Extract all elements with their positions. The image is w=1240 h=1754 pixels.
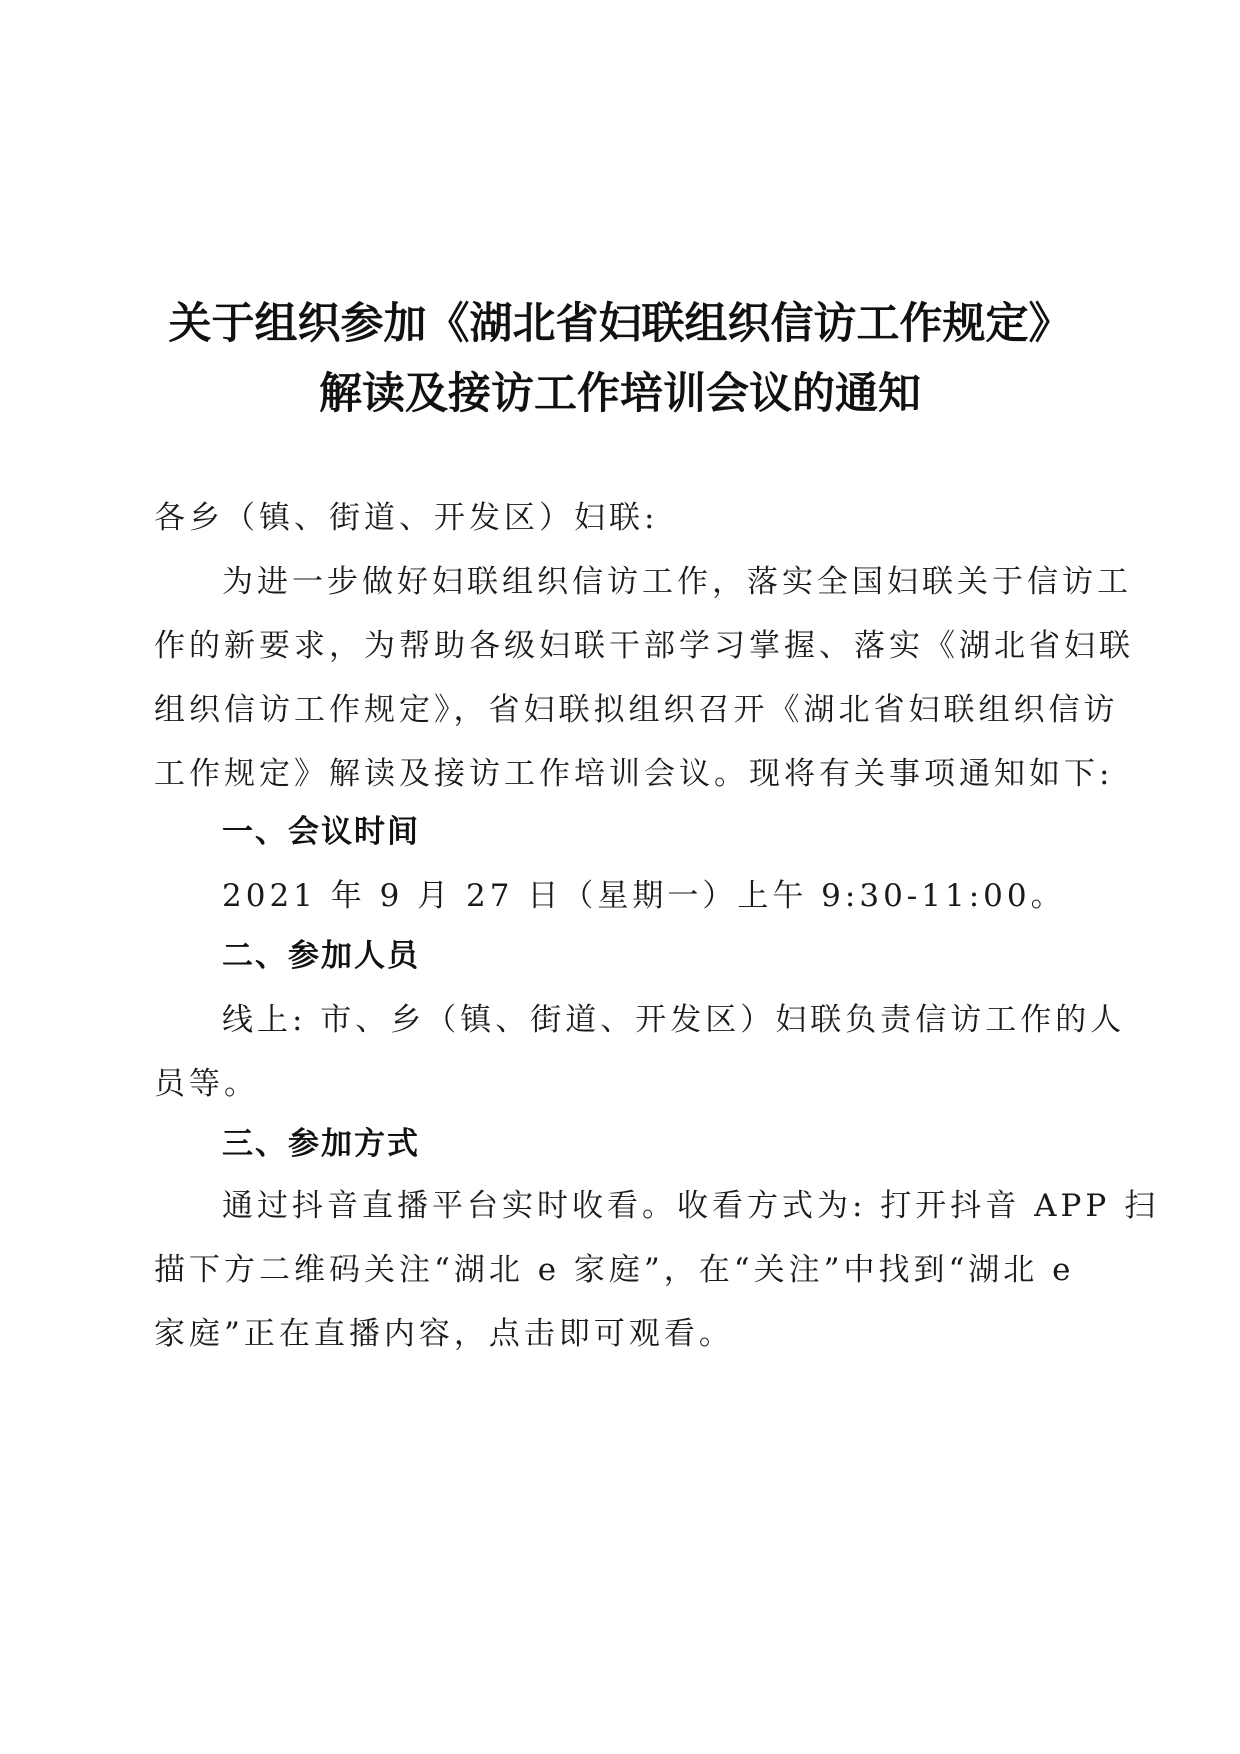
- salutation: 各乡（镇、街道、开发区）妇联:: [154, 500, 659, 536]
- section-3-line-2: 描下方二维码关注“湖北 e 家庭”，在“关注”中找到“湖北 e: [154, 1252, 1075, 1288]
- section-3-heading: 三、参加方式: [222, 1126, 420, 1162]
- notice-title-line-1: 关于组织参加《湖北省妇联组织信访工作规定》: [168, 299, 1072, 349]
- section-3-line-1: 通过抖音直播平台实时收看。收看方式为: 打开抖音 APP 扫: [222, 1188, 1160, 1224]
- section-1-heading: 一、会议时间: [222, 814, 420, 850]
- section-2-heading: 二、参加人员: [222, 938, 420, 974]
- section-2-line-2: 员等。: [154, 1066, 259, 1102]
- intro-line-4: 工作规定》解读及接访工作培训会议。现将有关事项通知如下:: [154, 756, 1114, 792]
- intro-line-2: 作的新要求，为帮助各级妇联干部学习掌握、落实《湖北省妇联: [154, 628, 1134, 664]
- section-3-line-3: 家庭”正在直播内容，点击即可观看。: [154, 1316, 734, 1352]
- section-2-line-1: 线上: 市、乡（镇、街道、开发区）妇联负责信访工作的人: [222, 1002, 1126, 1038]
- intro-line-3: 组织信访工作规定》，省妇联拟组织召开《湖北省妇联组织信访: [154, 692, 1119, 728]
- section-1-line-1: 2021 年 9 月 27 日（星期一）上午 9:30-11:00。: [222, 878, 1066, 914]
- notice-title-line-2: 解读及接访工作培训会议的通知: [319, 369, 921, 419]
- intro-line-1: 为进一步做好妇联组织信访工作，落实全国妇联关于信访工: [222, 564, 1132, 600]
